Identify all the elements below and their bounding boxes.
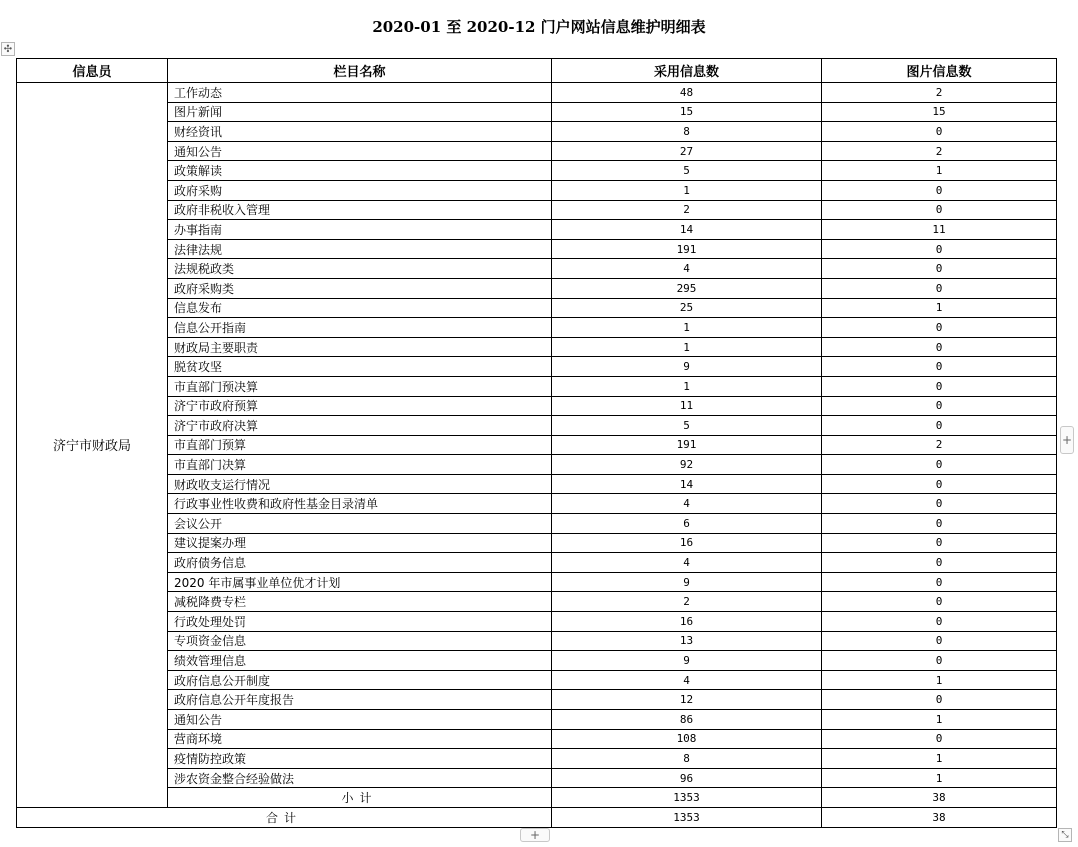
image-count-cell: 15 <box>822 102 1057 122</box>
adopted-count-cell: 2 <box>552 200 822 220</box>
officer-cell: 济宁市财政局 <box>17 83 168 808</box>
image-count-cell: 0 <box>822 494 1057 514</box>
image-count-cell: 1 <box>822 670 1057 690</box>
table-row <box>17 749 1057 769</box>
table-row <box>17 357 1057 377</box>
adopted-count-cell: 13 <box>552 631 822 651</box>
table-row <box>17 376 1057 396</box>
add-row-button[interactable]: + <box>520 828 550 842</box>
column-name-cell: 疫情防控政策 <box>168 749 552 769</box>
image-count-cell: 2 <box>822 435 1057 455</box>
column-name-cell: 法律法规 <box>168 239 552 259</box>
table-row <box>17 690 1057 710</box>
adopted-count-cell: 1 <box>552 376 822 396</box>
table-row <box>17 141 1057 161</box>
image-count-cell: 0 <box>822 651 1057 671</box>
image-count-cell: 0 <box>822 396 1057 416</box>
adopted-count-cell: 5 <box>552 416 822 436</box>
subtotal-adopted-cell: 1353 <box>552 788 822 808</box>
image-count-cell: 1 <box>822 749 1057 769</box>
column-name-cell: 通知公告 <box>168 141 552 161</box>
image-count-cell: 0 <box>822 514 1057 534</box>
adopted-count-cell: 14 <box>552 474 822 494</box>
image-count-cell: 0 <box>822 200 1057 220</box>
table-row <box>17 83 1057 103</box>
column-name-cell: 财政局主要职责 <box>168 337 552 357</box>
table-row <box>17 102 1057 122</box>
column-name-cell: 政府信息公开年度报告 <box>168 690 552 710</box>
table-row <box>17 122 1057 142</box>
adopted-count-cell: 86 <box>552 710 822 730</box>
table-row <box>17 553 1057 573</box>
adopted-count-cell: 2 <box>552 592 822 612</box>
adopted-count-cell: 16 <box>552 612 822 632</box>
table-row <box>17 396 1057 416</box>
column-name-cell: 营商环境 <box>168 729 552 749</box>
adopted-count-cell: 14 <box>552 220 822 240</box>
table-row <box>17 670 1057 690</box>
image-count-cell: 0 <box>822 337 1057 357</box>
header-row <box>17 59 1057 83</box>
image-count-cell: 0 <box>822 318 1057 338</box>
column-name-cell: 市直部门预算 <box>168 435 552 455</box>
column-name-cell: 会议公开 <box>168 514 552 534</box>
column-name-cell: 信息发布 <box>168 298 552 318</box>
table-row <box>17 435 1057 455</box>
image-count-cell: 1 <box>822 768 1057 788</box>
image-count-cell: 1 <box>822 161 1057 181</box>
subtotal-row <box>17 788 1057 808</box>
total-images-cell: 38 <box>822 807 1057 827</box>
table-row <box>17 180 1057 200</box>
adopted-count-cell: 4 <box>552 494 822 514</box>
column-name-cell: 行政处理处罚 <box>168 612 552 632</box>
table-row <box>17 631 1057 651</box>
adopted-count-cell: 11 <box>552 396 822 416</box>
image-count-cell: 0 <box>822 729 1057 749</box>
image-count-cell: 0 <box>822 357 1057 377</box>
table-row <box>17 572 1057 592</box>
table-row <box>17 612 1057 632</box>
image-count-cell: 0 <box>822 690 1057 710</box>
column-name-cell: 专项资金信息 <box>168 631 552 651</box>
table-row <box>17 161 1057 181</box>
column-name-cell: 减税降费专栏 <box>168 592 552 612</box>
image-count-cell: 0 <box>822 122 1057 142</box>
table-row <box>17 729 1057 749</box>
column-name-cell: 脱贫攻坚 <box>168 357 552 377</box>
column-name-cell: 通知公告 <box>168 710 552 730</box>
adopted-count-cell: 16 <box>552 533 822 553</box>
column-name-cell: 市直部门预决算 <box>168 376 552 396</box>
column-name-cell: 济宁市政府决算 <box>168 416 552 436</box>
adopted-count-cell: 92 <box>552 455 822 475</box>
table-row <box>17 768 1057 788</box>
image-count-cell: 0 <box>822 278 1057 298</box>
image-count-cell: 0 <box>822 180 1057 200</box>
adopted-count-cell: 96 <box>552 768 822 788</box>
adopted-count-cell: 4 <box>552 553 822 573</box>
adopted-count-cell: 12 <box>552 690 822 710</box>
adopted-count-cell: 27 <box>552 141 822 161</box>
table-row <box>17 474 1057 494</box>
image-count-cell: 2 <box>822 141 1057 161</box>
table-row <box>17 651 1057 671</box>
adopted-count-cell: 6 <box>552 514 822 534</box>
column-name-cell: 济宁市政府预算 <box>168 396 552 416</box>
image-count-cell: 1 <box>822 298 1057 318</box>
table-move-handle-icon[interactable]: ✣ <box>1 42 15 56</box>
table-row <box>17 514 1057 534</box>
column-name-cell: 政府信息公开制度 <box>168 670 552 690</box>
column-name-cell: 信息公开指南 <box>168 318 552 338</box>
adopted-count-cell: 9 <box>552 572 822 592</box>
column-name-cell: 办事指南 <box>168 220 552 240</box>
table-row <box>17 416 1057 436</box>
column-name-cell: 建议提案办理 <box>168 533 552 553</box>
image-count-cell: 2 <box>822 83 1057 103</box>
table-row <box>17 710 1057 730</box>
adopted-count-cell: 191 <box>552 239 822 259</box>
image-count-cell: 0 <box>822 239 1057 259</box>
adopted-count-cell: 15 <box>552 102 822 122</box>
column-name-cell: 工作动态 <box>168 83 552 103</box>
column-name-cell: 2020 年市属事业单位优才计划 <box>168 572 552 592</box>
adopted-count-cell: 4 <box>552 670 822 690</box>
adopted-count-cell: 191 <box>552 435 822 455</box>
column-name-cell: 财政收支运行情况 <box>168 474 552 494</box>
adopted-count-cell: 9 <box>552 651 822 671</box>
table-body <box>17 83 1057 828</box>
adopted-count-cell: 1 <box>552 318 822 338</box>
table-row <box>17 220 1057 240</box>
table-row <box>17 337 1057 357</box>
column-name-cell: 政府债务信息 <box>168 553 552 573</box>
adopted-count-cell: 5 <box>552 161 822 181</box>
image-count-cell: 11 <box>822 220 1057 240</box>
maintenance-detail-table <box>16 58 1057 828</box>
adopted-count-cell: 25 <box>552 298 822 318</box>
column-name-cell: 法规税政类 <box>168 259 552 279</box>
column-name-cell: 涉农资金整合经验做法 <box>168 768 552 788</box>
table-row <box>17 318 1057 338</box>
table-row <box>17 259 1057 279</box>
image-count-cell: 0 <box>822 533 1057 553</box>
adopted-count-cell: 295 <box>552 278 822 298</box>
report-title: 2020-01 至 2020-12 门户网站信息维护明细表 <box>372 18 706 36</box>
table-row <box>17 200 1057 220</box>
image-count-cell: 0 <box>822 592 1057 612</box>
adopted-count-cell: 4 <box>552 259 822 279</box>
table-row <box>17 278 1057 298</box>
column-name-cell: 政府非税收入管理 <box>168 200 552 220</box>
header-image-count: 图片信息数 <box>822 59 1057 83</box>
table-row <box>17 239 1057 259</box>
table-row <box>17 494 1057 514</box>
header-column-name: 栏目名称 <box>168 59 552 83</box>
subtotal-label: 小计 <box>168 788 552 808</box>
adopted-count-cell: 9 <box>552 357 822 377</box>
adopted-count-cell: 48 <box>552 83 822 103</box>
image-count-cell: 0 <box>822 631 1057 651</box>
adopted-count-cell: 108 <box>552 729 822 749</box>
column-name-cell: 图片新闻 <box>168 102 552 122</box>
header-officer: 信息员 <box>17 59 168 83</box>
table-row <box>17 592 1057 612</box>
table-row <box>17 298 1057 318</box>
table-resize-handle-icon[interactable]: ⤡ <box>1058 828 1072 842</box>
table-row <box>17 455 1057 475</box>
image-count-cell: 0 <box>822 474 1057 494</box>
header-adopted-count: 采用信息数 <box>552 59 822 83</box>
add-column-button[interactable]: + <box>1060 426 1074 454</box>
column-name-cell: 市直部门决算 <box>168 455 552 475</box>
image-count-cell: 0 <box>822 416 1057 436</box>
image-count-cell: 0 <box>822 553 1057 573</box>
adopted-count-cell: 8 <box>552 749 822 769</box>
subtotal-images-cell: 38 <box>822 788 1057 808</box>
table-row <box>17 533 1057 553</box>
image-count-cell: 0 <box>822 612 1057 632</box>
image-count-cell: 0 <box>822 376 1057 396</box>
column-name-cell: 政策解读 <box>168 161 552 181</box>
adopted-count-cell: 1 <box>552 180 822 200</box>
total-label: 合计 <box>17 807 552 827</box>
column-name-cell: 财经资讯 <box>168 122 552 142</box>
total-row <box>17 807 1057 827</box>
adopted-count-cell: 1 <box>552 337 822 357</box>
total-adopted-cell: 1353 <box>552 807 822 827</box>
adopted-count-cell: 8 <box>552 122 822 142</box>
column-name-cell: 政府采购类 <box>168 278 552 298</box>
image-count-cell: 0 <box>822 572 1057 592</box>
column-name-cell: 行政事业性收费和政府性基金目录清单 <box>168 494 552 514</box>
image-count-cell: 1 <box>822 710 1057 730</box>
image-count-cell: 0 <box>822 455 1057 475</box>
column-name-cell: 绩效管理信息 <box>168 651 552 671</box>
image-count-cell: 0 <box>822 259 1057 279</box>
column-name-cell: 政府采购 <box>168 180 552 200</box>
